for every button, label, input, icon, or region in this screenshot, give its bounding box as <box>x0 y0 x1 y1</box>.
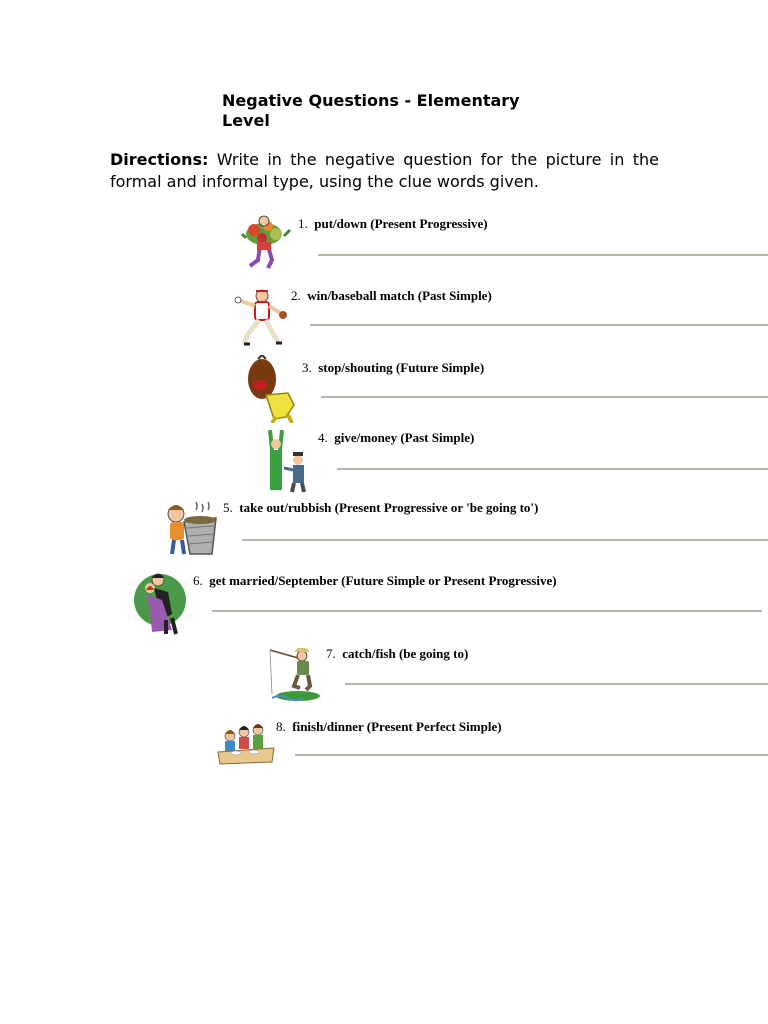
item-8-label <box>276 719 502 735</box>
directions <box>110 149 659 193</box>
item-number: 8. <box>276 719 286 734</box>
item-clue: give/money (Past Simple) <box>334 430 475 445</box>
item-number: 2. <box>291 288 301 303</box>
answer-line-4[interactable] <box>337 468 768 470</box>
directions-label: Directions: <box>110 150 209 169</box>
shouting-man-icon <box>244 355 300 423</box>
item-number: 3. <box>302 360 312 375</box>
baseball-pitcher-icon <box>232 288 288 346</box>
robbery-hands-up-icon <box>264 428 312 494</box>
answer-line-2[interactable] <box>310 324 768 326</box>
boy-with-trash-can-icon <box>162 496 220 558</box>
item-2-label <box>291 288 492 304</box>
answer-line-8[interactable] <box>295 754 768 756</box>
item-7-label <box>326 646 468 662</box>
item-4-label <box>318 430 474 446</box>
worksheet-title: Negative Questions - Elementary Level <box>222 91 520 130</box>
item-clue: stop/shouting (Future Simple) <box>318 360 485 375</box>
item-clue: finish/dinner (Present Perfect Simple) <box>292 719 502 734</box>
answer-line-7[interactable] <box>345 683 768 685</box>
fisherman-icon <box>268 644 322 704</box>
item-number: 4. <box>318 430 328 445</box>
directions-text: Write in the negative question for the picture in the formal and informal type, using the clue words given. <box>110 150 659 191</box>
item-number: 6. <box>193 573 203 588</box>
item-clue: win/baseball match (Past Simple) <box>307 288 492 303</box>
item-3-label <box>302 360 484 376</box>
item-clue: catch/fish (be going to) <box>342 646 469 661</box>
person-carrying-vegetables-icon <box>238 214 294 272</box>
dancing-couple-icon <box>132 570 190 638</box>
item-clue: get married/September (Future Simple or Present Progressive) <box>209 573 557 588</box>
item-number: 7. <box>326 646 336 661</box>
family-dinner-icon <box>216 722 276 768</box>
item-6-label <box>193 573 557 589</box>
item-clue: take out/rubbish (Present Progressive or 'be going to') <box>239 500 539 515</box>
answer-line-1[interactable] <box>318 254 768 256</box>
answer-line-6[interactable] <box>212 610 762 612</box>
item-1-label <box>298 216 488 232</box>
answer-line-5[interactable] <box>242 539 768 541</box>
item-clue: put/down (Present Progressive) <box>314 216 488 231</box>
item-number: 5. <box>223 500 233 515</box>
item-5-label <box>223 500 538 516</box>
answer-line-3[interactable] <box>321 396 768 398</box>
item-number: 1. <box>298 216 308 231</box>
